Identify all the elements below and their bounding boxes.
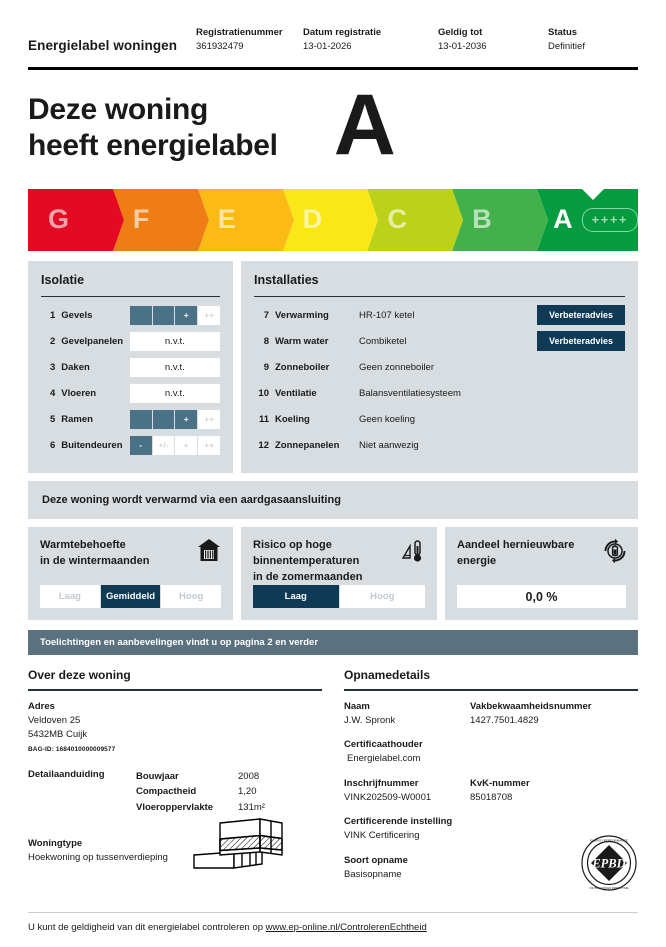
installaties-row [254, 434, 625, 456]
segment-plus-badge: ++++ [582, 208, 638, 232]
metric-label-line: in de wintermaanden [40, 554, 150, 567]
row-number: 1 [49, 309, 56, 321]
metric-label [253, 538, 362, 585]
isolatie-row [41, 408, 220, 430]
inschrijfnummer-label: Inschrijfnummer [344, 777, 419, 789]
row-value: Geen zonneboiler [359, 361, 434, 373]
installaties-row [254, 356, 625, 378]
detailaanduiding-label: Detailaanduiding [28, 769, 105, 781]
rating-cell: - [130, 436, 153, 455]
rating-cell [153, 306, 176, 325]
segment-chevron [452, 189, 463, 251]
detail-value: 2008 [238, 771, 260, 783]
rating-cell: + [175, 306, 198, 325]
row-label: Koeling [275, 413, 310, 425]
row-value: Balansventilatiesysteem [359, 387, 461, 399]
detail-key: Compactheid [136, 786, 197, 798]
inschrijfnummer-block [344, 777, 462, 806]
detail-key: Bouwjaar [136, 771, 179, 783]
meta-value: Definitief [548, 40, 585, 52]
meta-label: Status [548, 27, 578, 38]
woningtype-diagram-icon [190, 815, 286, 878]
woningtype-block [28, 837, 322, 878]
footer-link[interactable]: www.ep-online.nl/ControlerenEchtheid [265, 922, 427, 933]
rating-not-applicable: n.v.t. [130, 332, 220, 351]
certificaathouder-label: Certificaathouder [344, 739, 423, 751]
page-title-line2: heeft energielabel [28, 129, 278, 163]
woningtype-label: Woningtype [28, 838, 83, 850]
segment-chevron [198, 189, 209, 251]
rating-cell: ++ [204, 440, 215, 451]
isolatie-row [41, 382, 220, 404]
metric-label-line: in de zomermaanden [253, 570, 363, 583]
over-deze-woning-column [28, 668, 322, 891]
meta-value: 361932479 [196, 40, 244, 52]
segment-letter: E [217, 204, 236, 235]
row-number: 8 [263, 335, 269, 347]
meta-label: Datum registratie [303, 27, 382, 38]
installaties-row [254, 330, 625, 352]
house-heat-icon [197, 538, 221, 564]
inschrijfnummer-value: VINK202509-W0001 [344, 791, 432, 803]
woningtype-value: Hoekwoning op tussenverdieping [28, 852, 168, 864]
kvk-label: KvK-nummer [470, 777, 530, 789]
vakbekwaamheid-block [470, 700, 591, 729]
row-value: Geen koeling [359, 413, 415, 425]
header-meta-datum-registratie [303, 26, 438, 54]
instelling-value: VINK Certificering [344, 830, 420, 842]
epbd-logo-text: EPBD [592, 856, 626, 871]
kvk-value: 85018708 [470, 791, 513, 803]
metric-option-hoog: Hoog [179, 591, 204, 603]
segment-chevron [113, 189, 124, 251]
header-meta [196, 26, 638, 54]
row-number: 9 [263, 361, 269, 373]
naam-label: Naam [344, 700, 370, 712]
rating-cell [153, 410, 176, 429]
over-woning-rule [28, 689, 322, 690]
metric-label [40, 538, 149, 569]
row-value: Niet aanwezig [359, 439, 419, 451]
metric-box-2 [241, 527, 437, 620]
rating-cell [130, 410, 153, 429]
row-number: 3 [49, 361, 56, 373]
rating-cell: + [175, 410, 198, 429]
detailaanduiding-block [28, 769, 322, 815]
footer-rule [28, 912, 638, 913]
segment-chevron [283, 189, 294, 251]
naam-block [344, 700, 462, 729]
detail-keys [136, 769, 238, 815]
row-label: Gevelpanelen [61, 335, 124, 347]
row-number: 7 [263, 309, 269, 321]
metric-label [457, 538, 574, 569]
vakbekwaamheid-label: Vakbekwaamheidsnummer [470, 700, 592, 712]
inschrijf-kvk-block [344, 777, 638, 806]
header-meta-status [548, 26, 638, 54]
rating-cell: ++ [204, 310, 215, 321]
energy-scale-segment-C [367, 189, 452, 251]
metric-label-line: binnentemperaturen [253, 554, 360, 567]
epbd-logo-icon [580, 834, 638, 897]
page-title [28, 92, 278, 165]
vakbekwaamheid-value: 1427.7501.4829 [470, 714, 539, 726]
energy-label-letter: A [333, 76, 396, 173]
page-title-line1: Deze woning [28, 92, 209, 126]
bag-id: BAG-ID: 1684010000009577 [28, 746, 116, 754]
segment-letter: D [302, 204, 323, 235]
header-title: Energielabel woningen [28, 37, 178, 53]
energy-scale-segment-B [452, 189, 537, 251]
rating-not-applicable: n.v.t. [130, 384, 220, 403]
installaties-row [254, 304, 625, 326]
adres-line1: Veldoven 25 [28, 714, 81, 726]
isolatie-divider [41, 296, 220, 298]
footer-text: U kunt de geldigheid van dit energielabel controleren op [28, 922, 266, 933]
bottom-info [28, 668, 638, 891]
header-meta-registratienummer [196, 26, 303, 54]
isolatie-title: Isolatie [41, 272, 85, 287]
verbeteradvies-button[interactable]: Verbeteradvies [537, 305, 625, 325]
row-label: Zonnepanelen [275, 439, 340, 451]
metric-header [253, 538, 425, 585]
segment-letter: G [48, 204, 70, 235]
segment-letter: A [553, 204, 573, 235]
footer [28, 922, 638, 933]
energy-scale-segment-F [113, 189, 198, 251]
kvk-block [470, 777, 530, 806]
energy-scale-segment-D [283, 189, 368, 251]
detail-values [136, 769, 265, 815]
row-number: 2 [49, 335, 56, 347]
over-woning-title: Over deze woning [28, 668, 131, 683]
metric-option-hoog: Hoog [370, 591, 395, 603]
detail-value: 1,20 [238, 786, 257, 798]
segment-letter: B [472, 204, 492, 235]
segment-letter: F [132, 204, 150, 235]
detail-vals [238, 769, 265, 815]
svg-text:ENERGY PERFORMANCE: ENERGY PERFORMANCE [590, 838, 628, 843]
hero-section [0, 70, 666, 173]
row-value: Combiketel [359, 335, 407, 347]
row-label: Gevels [61, 309, 93, 321]
page-header [0, 0, 666, 60]
metric-option-gemiddeld: Gemiddeld [101, 585, 162, 608]
segment-chevron [537, 189, 548, 251]
row-label: Verwarming [275, 309, 329, 321]
rating-widget [130, 410, 220, 429]
energy-scale-segment-E [198, 189, 283, 251]
metric-label-line: Risico op hoge [253, 539, 332, 552]
adres-line2: 5432MB Cuijk [28, 729, 88, 741]
meta-label: Geldig tot [438, 27, 483, 38]
row-label: Daken [61, 361, 90, 373]
meta-value: 13-01-2026 [303, 40, 352, 52]
installaties-panel [241, 261, 638, 474]
soort-opname-label: Soort opname [344, 854, 408, 866]
row-number: 12 [258, 439, 269, 451]
meta-label: Registratienummer [196, 27, 283, 38]
sun-thermometer-icon [401, 538, 425, 564]
metric-options [40, 585, 221, 608]
rating-cell: ++ [204, 414, 215, 425]
row-label: Ramen [61, 413, 93, 425]
toelichting-banner: Toelichtingen en aanbevelingen vindt u op pagina 2 en verder [28, 630, 638, 655]
metric-boxes [28, 527, 638, 620]
energy-scale-marker [582, 189, 604, 200]
installaties-row [254, 408, 625, 430]
energy-scale [28, 189, 638, 251]
row-number: 6 [49, 439, 56, 451]
svg-text:OF BUILDINGS DIRECTIVE: OF BUILDINGS DIRECTIVE [589, 886, 629, 891]
energy-scale-segment-G [28, 189, 113, 251]
opnamedetails-column [344, 668, 638, 891]
row-label: Warm water [275, 335, 329, 347]
isolatie-row [41, 356, 220, 378]
adres-label: Adres [28, 700, 55, 712]
metric-options [253, 585, 425, 608]
rating-not-applicable: n.v.t. [130, 358, 220, 377]
soort-opname-value: Basisopname [344, 868, 402, 880]
naam-vakbekwaamheid-block [344, 700, 638, 729]
metric-header [40, 538, 221, 569]
verbeteradvies-button[interactable]: Verbeteradvies [537, 331, 625, 351]
energy-scale-bar [28, 189, 638, 251]
certificaathouder-block [344, 738, 638, 767]
metric-option-laag: Laag [40, 585, 101, 608]
opnamedetails-rule [344, 689, 638, 690]
detail-key: Vloeroppervlakte [136, 801, 214, 813]
gas-connection-banner: Deze woning wordt verwarmd via een aardgasaansluiting [28, 481, 638, 519]
metric-option-laag: Laag [253, 585, 340, 608]
segment-chevron [367, 189, 378, 251]
metric-label-line: energie [457, 554, 497, 567]
metric-box-3 [445, 527, 638, 620]
row-number: 10 [258, 387, 269, 399]
isolatie-row [41, 434, 220, 456]
isolatie-row [41, 304, 220, 326]
row-label: Vloeren [61, 387, 97, 399]
metric-label-line: Aandeel hernieuwbare [457, 539, 575, 552]
row-number: 5 [49, 413, 56, 425]
rating-widget [130, 306, 220, 325]
row-number: 11 [258, 413, 269, 425]
rating-cell: + [175, 436, 198, 455]
row-label: Ventilatie [275, 387, 317, 399]
row-value: HR-107 ketel [359, 309, 415, 321]
installaties-row [254, 382, 625, 404]
installaties-title: Installaties [254, 272, 319, 287]
rating-cell: +/- [153, 436, 176, 455]
rating-widget [130, 436, 220, 455]
meta-value: 13-01-2036 [438, 40, 487, 52]
opnamedetails-title: Opnamedetails [344, 668, 431, 683]
isolatie-panel [28, 261, 233, 474]
isolatie-row [41, 330, 220, 352]
header-meta-geldig-tot [438, 26, 548, 54]
installaties-divider [254, 296, 625, 298]
metric-header [457, 538, 626, 569]
row-label: Zonneboiler [275, 361, 330, 373]
certificaathouder-value: Energielabel.com [347, 753, 421, 765]
woningtype-text [28, 837, 168, 866]
metric-box-1 [28, 527, 233, 620]
row-label: Buitendeuren [61, 439, 123, 451]
rating-cell [130, 306, 153, 325]
metric-label-line: Warmtebehoefte [40, 539, 126, 552]
detail-value: 131m² [238, 801, 265, 813]
row-number: 4 [49, 387, 56, 399]
naam-value: J.W. Spronk [344, 714, 396, 726]
metric-value: 0,0 % [457, 585, 626, 608]
segment-letter: C [387, 204, 407, 235]
detail-panels [28, 261, 638, 474]
adres-block [28, 700, 322, 756]
instelling-label: Certificerende instelling [344, 816, 453, 828]
renewable-energy-icon [602, 538, 626, 564]
